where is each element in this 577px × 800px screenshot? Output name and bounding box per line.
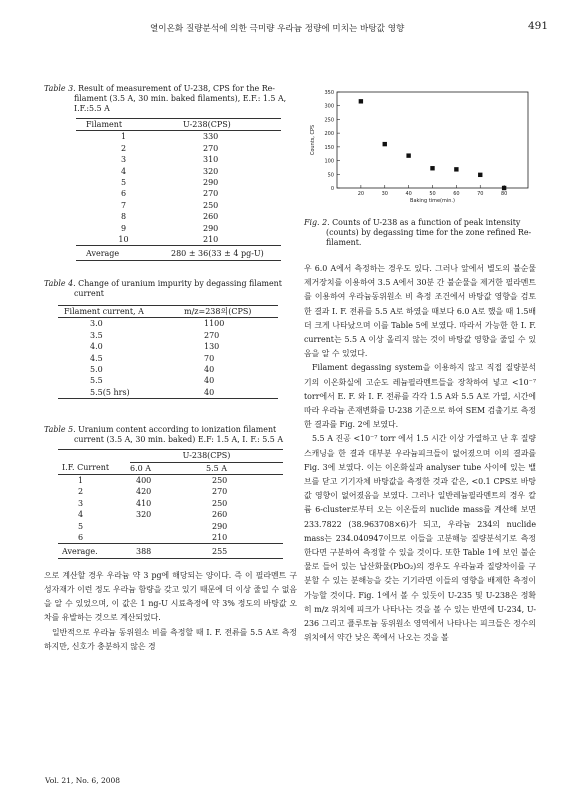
y-tick-label: 50 xyxy=(327,172,334,179)
data-point xyxy=(502,186,506,190)
table-cell: 290 xyxy=(203,178,219,188)
table-average-value: 280 ± 36(33 ± 4 pg-U) xyxy=(171,249,264,259)
table-cell: 210 xyxy=(203,235,219,245)
table-cell: 40 xyxy=(204,376,215,386)
table-cell: 270 xyxy=(203,189,219,199)
x-tick-label: 20 xyxy=(357,191,365,197)
table-cell: 2 xyxy=(78,487,84,497)
table-cell: 320 xyxy=(136,510,152,520)
data-point xyxy=(383,142,387,146)
table-header-cell: Filament current, A xyxy=(64,306,144,316)
table-cell: 3 xyxy=(78,498,84,508)
table-row xyxy=(58,330,278,341)
table-cell: 6 xyxy=(78,532,84,542)
table-cell: 260 xyxy=(203,212,219,222)
table-header-cell: 5.5 A xyxy=(206,463,228,473)
table-cell: 6 xyxy=(120,189,127,199)
table-cell: 8 xyxy=(120,212,127,222)
table-cell: 1 xyxy=(78,475,84,485)
table-cell xyxy=(130,532,206,544)
data-point xyxy=(478,173,482,177)
table-row xyxy=(58,318,278,329)
table-header-cell: 6.0 A xyxy=(130,463,152,473)
data-point xyxy=(454,167,458,171)
table-4-caption: Table 4. Change of uranium impurity by degassing filament current xyxy=(44,278,282,298)
y-tick-label: 100 xyxy=(324,158,334,165)
figure-2-caption: Fig. 2. Counts of U-238 as a function of peak intensity (counts) by degassing time for the zone refined Re-filament. xyxy=(304,218,532,247)
table-row xyxy=(58,486,283,497)
table-cell: 250 xyxy=(212,475,228,485)
table-row xyxy=(58,475,283,486)
table-cell: 270 xyxy=(212,487,228,497)
table-cell: 3.0 xyxy=(90,319,103,329)
table-average-value: 388 xyxy=(136,547,152,557)
x-tick-label: 60 xyxy=(453,191,460,197)
left-body-text xyxy=(44,569,297,654)
table-cell: 10 xyxy=(118,235,129,245)
table-cell: 5 xyxy=(78,521,84,531)
table-cell: 330 xyxy=(203,132,219,142)
y-tick-label: 250 xyxy=(324,117,334,124)
table-cell: 410 xyxy=(136,498,152,508)
y-tick-label: 200 xyxy=(324,131,334,138)
table-average-value: 255 xyxy=(212,547,228,557)
table-cell: 400 xyxy=(136,475,152,485)
table-group-header: U-238(CPS) xyxy=(130,450,283,462)
table-cell: 3.5 xyxy=(90,330,103,340)
table-cell: 270 xyxy=(203,143,219,153)
table-row xyxy=(58,521,283,532)
table-cell: 5 xyxy=(120,178,127,188)
table-cell: 1 xyxy=(120,132,127,142)
table-cell: 1100 xyxy=(204,319,225,329)
table-cell: 5.5 xyxy=(90,376,103,386)
table-cell: 5.5(5 hrs) xyxy=(90,387,130,397)
y-tick-label: 0 xyxy=(330,186,334,192)
table-average-label: Average xyxy=(86,249,120,259)
table-header-cell: U-238(CPS) xyxy=(183,120,231,129)
table-row xyxy=(76,188,281,199)
table-row xyxy=(58,353,278,364)
table-row xyxy=(76,234,281,246)
table-average-label: Average. xyxy=(62,547,98,557)
table-row xyxy=(76,223,281,234)
table-cell: 130 xyxy=(204,342,220,352)
table-4 xyxy=(44,279,297,399)
table-cell: 4 xyxy=(120,166,127,176)
journal-footer: Vol. 21, No. 6, 2008 xyxy=(45,776,121,785)
plot-frame xyxy=(337,92,528,188)
right-body-text xyxy=(304,262,536,645)
table-3 xyxy=(44,84,297,261)
x-tick-label: 50 xyxy=(429,191,436,197)
table-row xyxy=(76,154,281,165)
table-cell: 9 xyxy=(120,223,127,233)
table-cell: 4.5 xyxy=(90,353,103,363)
left-column xyxy=(44,84,297,654)
table-3-caption: Table 3. Result of measurement of U-238, CPS for the Re-filament (3.5 A, 30 min. baked filaments), E.F.: 1.5 A, I.F.:5.5 A xyxy=(44,84,287,113)
data-point xyxy=(430,166,434,170)
y-tick-label: 150 xyxy=(324,144,334,151)
table-cell: 4.0 xyxy=(90,342,103,352)
right-column xyxy=(304,84,536,645)
data-point xyxy=(359,99,363,103)
table-5-grid xyxy=(58,449,283,559)
table-row xyxy=(76,131,281,143)
x-tick-label: 30 xyxy=(381,191,388,197)
table-row xyxy=(58,498,283,509)
table-4-grid xyxy=(58,305,278,399)
table-cell: 290 xyxy=(212,521,228,531)
table-row xyxy=(76,200,281,211)
running-title: 열이온화 질량분석에 의한 극미량 우라늄 정량에 미치는 바탕값 영향 xyxy=(150,24,405,34)
page-number: 491 xyxy=(528,20,549,32)
table-cell: 40 xyxy=(204,387,215,397)
table-cell: 250 xyxy=(212,498,228,508)
table-cell: 270 xyxy=(204,330,220,340)
table-row xyxy=(76,166,281,177)
paragraph: 일반적으로 우라늄 동위원소 비를 측정할 때 I. F. 전류를 5.5 A로 측정하지만, 신호가 충분하지 않은 경 xyxy=(44,627,297,651)
table-cell xyxy=(130,521,206,532)
table-cell: 70 xyxy=(204,353,215,363)
table-row xyxy=(58,509,283,520)
table-row xyxy=(58,364,278,375)
table-cell: 250 xyxy=(203,200,219,210)
table-cell: 290 xyxy=(203,223,219,233)
scatter-chart xyxy=(304,84,536,204)
table-3-grid xyxy=(76,118,281,261)
table-header-cell: I.F. Current xyxy=(62,463,110,473)
table-row xyxy=(76,143,281,154)
table-row xyxy=(58,387,278,399)
table-row xyxy=(58,341,278,352)
table-cell: 40 xyxy=(204,364,215,374)
paragraph: Filament degassing system을 이용하지 않고 직접 질량분석기의 이온화실에 고순도 레늄필라멘트들을 장착하여 넣고 <10⁻⁷ torr에서 E. F. 와 I. F. 전류를 각각 1.5 A와 5.5 A로 가열, 시간에 따라 우라늄 존재변화를 U-238 기준으로 하여 SEM 검출기로 측정한 결과를 Fig. 2에 보였다. xyxy=(304,363,536,430)
x-axis-label: Baking time(min.) xyxy=(410,198,455,204)
table-cell: 310 xyxy=(203,155,219,165)
table-cell: 320 xyxy=(203,166,219,176)
figure-2 xyxy=(304,84,536,248)
paragraph: 으로 계산할 경우 우라늄 약 3 pg에 해당되는 양이다. 즉 이 필라멘트 구성자재가 이런 정도 우라늄 함량을 갖고 있기 때문에 더 이상 줄일 수 없음을 알 수 있었으며, 이 값은 1 ng-U 시료측정에 약 3% 정도의 바탕값 오차를 유발하는 것으로 계산되었다. xyxy=(44,570,297,623)
table-row xyxy=(58,532,283,544)
table-cell: 2 xyxy=(120,143,127,153)
x-tick-label: 80 xyxy=(500,191,508,197)
x-tick-label: 70 xyxy=(477,191,484,197)
x-tick-label: 40 xyxy=(405,191,412,197)
table-header-cell: Filament xyxy=(86,120,123,129)
table-cell: 210 xyxy=(212,532,228,542)
table-row xyxy=(58,375,278,386)
paragraph: 우 6.0 A에서 측정하는 경우도 있다. 그러나 앞에서 별도의 불순물 제거장치를 이용하여 3.5 A에서 30분 간 불순물을 제거한 필라멘트를 이용하여 우라늄동위원소 비 측정 조건에서 바탕값 영향을 검토한 결과 I. F. 전류를 5.5 A로 하였을 때보다 6.0 A로 했을 때 1.5배 더 크게 나타났으며 이를 Table 5에 보였다. 따라서 가능한 한 I. F. current는 5.5 A 이상 올리지 않는 것이 바탕값 영향을 줄일 수 있음을 알 수 있었다. xyxy=(304,264,536,359)
table-5-caption: Table 5. Uranium content according to ionization filament current (3.5 A, 30 min. baked) E.F: 1.5 A, I. F.: 5.5 A xyxy=(44,425,284,445)
table-cell: 4 xyxy=(78,510,84,520)
y-tick-label: 300 xyxy=(324,103,334,110)
table-cell: 260 xyxy=(212,510,228,520)
table-cell: 5.0 xyxy=(90,364,103,374)
table-cell: 420 xyxy=(136,487,152,497)
y-tick-label: 350 xyxy=(324,90,334,96)
table-5 xyxy=(44,425,297,559)
table-row xyxy=(76,177,281,188)
table-row xyxy=(76,211,281,222)
paragraph: 5.5 A 진공 <10⁻⁷ torr 에서 1.5 시간 이상 가열하고 난 후 질량스캐닝을 한 결과 대부분 우라늄피크들이 없어졌으며 이의 결과를 Fig. 3에 보였다. 이는 이온화실과 analyser tube 사이에 있는 밸브를 닫고 기기자체 바탕값을 측정한 것과 같은, <0.1 CPS로 바탕값 영향이 없어졌음을 보였다. 그러나 일반레늄필라멘트의 경우 칼륨 6-cluster로부터 오는 이온들의 nuclide mass를 계산해 보면 233.7822 (38.963708×6)가 되고, 우라늄 234의 nuclide mass는 234.040947이므로 이들을 고분해능 질량분석기로 측정한다면 구분하여 측정할 수 있을 것이다. 또한 Table 1에 보인 불순물로 들어 있는 납산화물(PbO₂)의 경우도 우라늄과 질량차이를 구분할 수 있는 분해능을 갖는 기기라면 이들의 영향을 배제한 측정이 가능할 것이다. Fig. 1에서 볼 수 있듯이 U-235 및 U-238은 정확히 m/z 위치에 피크가 나타나는 것을 볼 수 있는 반면에 U-234, U-236 그리고 플루토늄 동위원소 영역에서 나타나는 피크들은 정수의 위치에서 약간 낮은 쪽에서 나오는 것을 볼 xyxy=(304,434,536,643)
table-header-cell: m/z=238의(CPS) xyxy=(184,306,252,316)
y-axis-label: Counts, CPS xyxy=(310,124,316,156)
table-cell: 3 xyxy=(120,155,127,165)
data-point xyxy=(406,153,410,157)
table-cell: 7 xyxy=(120,200,127,210)
